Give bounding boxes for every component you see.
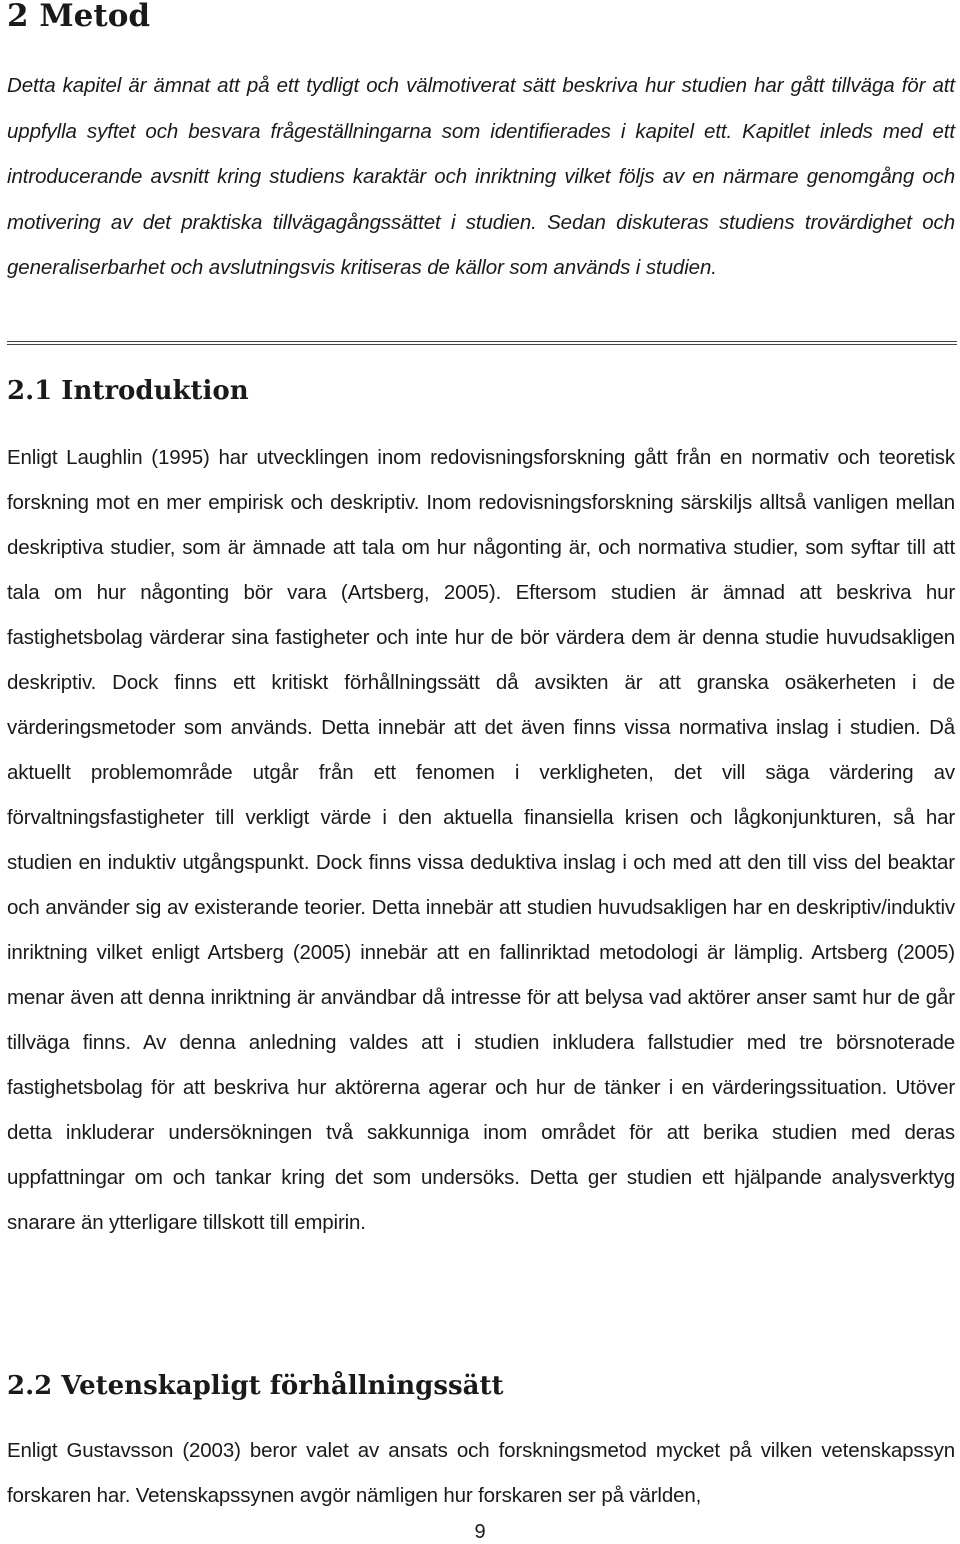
chapter-heading: 2 Metod xyxy=(7,0,151,34)
section-paragraph-vetenskapligt-forhallningssatt: Enligt Gustavsson (2003) beror valet av ansats och forskningsmetod mycket på vilken vetenskapssyn forskaren har. Vetenskapssynen avgör nämligen hur forskaren ser på världen, xyxy=(7,1439,955,1507)
section-divider xyxy=(7,341,957,345)
page-number: 9 xyxy=(474,1521,486,1543)
section-heading-vetenskapligt-forhallningssatt: 2.2 Vetenskapligt förhållningssätt xyxy=(7,1371,504,1401)
section-paragraph-introduktion: Enligt Laughlin (1995) har utvecklingen inom redovisningsforskning gått från en normativ och teoretisk forskning mot en mer empirisk och deskriptiv. Inom redovisningsforskning särskiljs alltså vanligen mellan deskriptiva studier, som är ämnade att tala om hur någonting är, och normativa studier, som syftar till att tala om hur någonting bör vara (Artsberg, 2005). Eftersom studien är ämnad att beskriva hur fastighetsbolag värderar sina fastigheter och inte hur de bör värdera dem är denna studie huvudsakligen deskriptiv. Dock finns ett kritiskt förhållningssätt då avsikten är att granska osäkerheten i de värderingsmetoder som används. Detta innebär att det även finns vissa normativa inslag i studien. Då aktuellt problemområde utgår från ett fenomen i verkligheten, det vill säga värdering av förvaltningsfastigheter till verkligt värde i den aktuella finansiella krisen och lågkonjunkturen, så har studien en induktiv utgångspunkt. Dock finns vissa deduktiva inslag i och med att den till viss del beaktar och använder sig av existerande teorier. Detta innebär att studien huvudsakligen har en deskriptiv/induktiv inriktning vilket enligt Artsberg (2005) innebär att en fallinriktad metodologi är lämplig. Artsberg (2005) menar även att denna inriktning är användbar då intresse för att belysa vad aktörer anser samt hur de går tillväga finns. Av denna anledning valdes att i studien inkludera fallstudier med tre börsnoterade fastighetsbolag för att beskriva hur aktörerna agerar och hur de tänker i en värderingssituation. Utöver detta inkluderar undersökningen två sakkunniga inom området för att berika studien med deras uppfattningar om och tankar kring det som undersöks. Detta ger studien ett hjälpande analysverktyg snarare än ytterligare tillskott till empirin. xyxy=(7,446,955,1234)
section-heading-introduktion: 2.1 Introduktion xyxy=(7,376,249,406)
chapter-intro-paragraph: Detta kapitel är ämnat att på ett tydligt och välmotiverat sätt beskriva hur studien har gått tillväga för att uppfylla syftet och besvara frågeställningarna som identifierades i kapitel ett. Kapitlet inleds med ett introducerande avsnitt kring studiens karaktär och inriktning vilket följs av en närmare genomgång och motivering av det praktiska tillvägagångssättet i studien. Sedan diskuteras studiens trovärdighet och generaliserbarhet och avslutningsvis kritiseras de källor som används i studien. xyxy=(7,74,955,279)
